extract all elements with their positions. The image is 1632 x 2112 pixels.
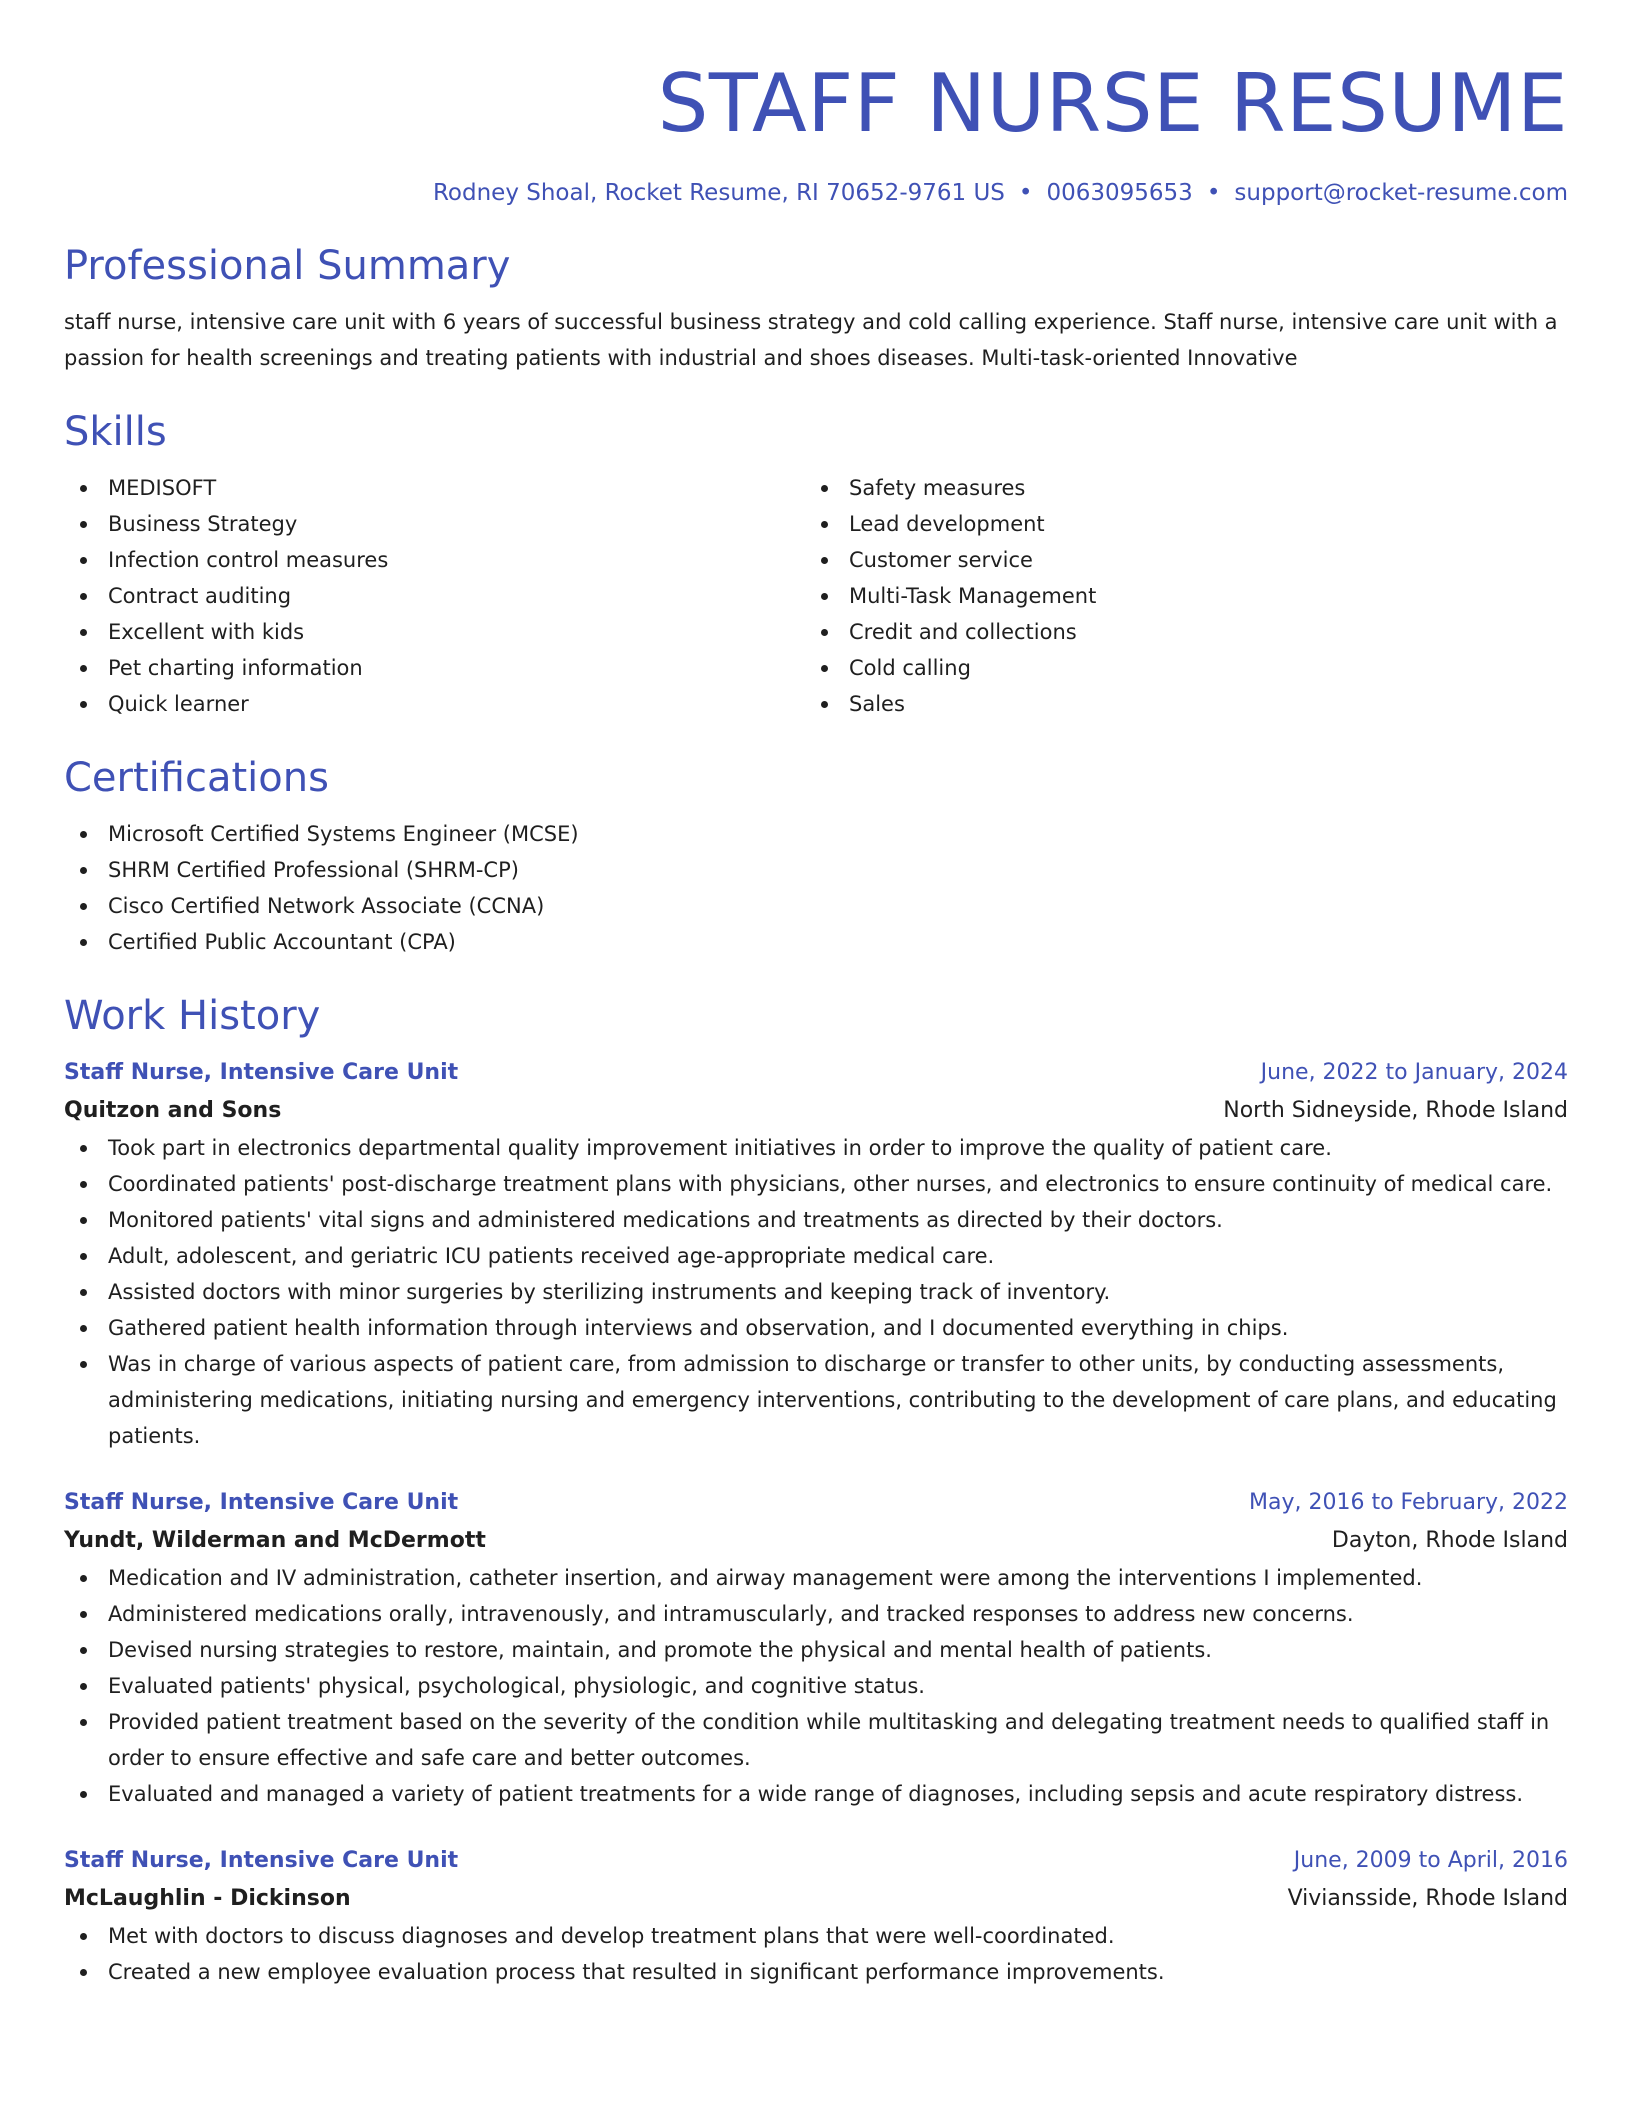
duty-item (64, 1346, 1568, 1454)
skill-item (805, 542, 1546, 578)
work-history-section (64, 990, 1568, 1990)
job-company: Yundt, Wilderman and McDermott (64, 1528, 486, 1553)
job-title-row (64, 1484, 1568, 1522)
resume-title: STAFF NURSE RESUME (657, 57, 1568, 150)
skill-item (64, 578, 805, 614)
bullet-icon (80, 1289, 87, 1296)
job-company-row (64, 1522, 1568, 1560)
job-title: Staff Nurse, Intensive Care Unit (64, 1490, 459, 1515)
job-duties-list (64, 1918, 1568, 1990)
duty-text: Devised nursing strategies to restore, maintain, and promote the physical and mental health of patients. (108, 1638, 1212, 1662)
certifications-section (64, 752, 1568, 960)
duty-text: Was in charge of various aspects of patient care, from admission to discharge or transfer to other units, by conducting assessments, administering medications, initiating nursing and emergency interventions, contributing to the development of care plans, and educating patients. (108, 1352, 1557, 1448)
job-duties-list (64, 1130, 1568, 1454)
job-location: North Sidneyside, Rhode Island (1223, 1098, 1568, 1123)
duty-item (64, 1776, 1568, 1812)
bullet-icon (80, 521, 87, 528)
skill-item (805, 650, 1546, 686)
bullet-icon (80, 1325, 87, 1332)
certifications-list (64, 816, 1568, 960)
skills-columns (64, 470, 1568, 722)
duty-item (64, 1704, 1568, 1776)
contact-info (64, 176, 1568, 210)
skill-item (64, 506, 805, 542)
bullet-icon (80, 665, 87, 672)
bullet-icon (80, 1683, 87, 1690)
skill-label: MEDISOFT (108, 476, 217, 500)
bullet-icon (80, 1181, 87, 1188)
bullet-icon (80, 1647, 87, 1654)
skill-item (805, 578, 1546, 614)
skill-label: Pet charting information (108, 656, 363, 680)
skill-label: Safety measures (849, 476, 1026, 500)
skill-item (805, 686, 1546, 722)
duty-text: Adult, adolescent, and geriatric ICU patients received age-appropriate medical care. (108, 1244, 995, 1268)
duty-item (64, 1668, 1568, 1704)
contact-email: support@rocket-resume.com (1234, 180, 1568, 206)
job-company-row (64, 1092, 1568, 1130)
skills-column-left (64, 470, 805, 722)
skill-item (805, 470, 1546, 506)
summary-section (64, 240, 1568, 376)
bullet-icon (821, 665, 828, 672)
duty-text: Medication and IV administration, catheter insertion, and airway management were among the interventions I implemented. (108, 1566, 1423, 1590)
bullet-icon (80, 1933, 87, 1940)
certification-label: Certified Public Accountant (CPA) (108, 930, 456, 954)
duty-item (64, 1632, 1568, 1668)
bullet-icon (80, 1253, 87, 1260)
bullet-icon (821, 593, 828, 600)
skill-label: Lead development (849, 512, 1045, 536)
job-location: Viviansside, Rhode Island (1287, 1886, 1568, 1911)
duty-item (64, 1560, 1568, 1596)
job-dates: June, 2009 to April, 2016 (1293, 1848, 1568, 1873)
duty-item (64, 1166, 1568, 1202)
skills-heading: Skills (64, 409, 167, 455)
bullet-icon (80, 939, 87, 946)
job-entry (64, 1484, 1568, 1812)
skill-label: Infection control measures (108, 548, 389, 572)
bullet-icon (821, 557, 828, 564)
job-dates: June, 2022 to January, 2024 (1260, 1060, 1568, 1085)
job-entry (64, 1054, 1568, 1454)
summary-text: staff nurse, intensive care unit with 6 years of successful business strategy and cold calling experience. Staff nurse, intensive care unit with a passion for health screenings and treating patients with industrial and shoes diseases. Multi-task-oriented Innovative (64, 310, 1558, 370)
bullet-icon (80, 557, 87, 564)
job-company-row (64, 1880, 1568, 1918)
bullet-icon (80, 903, 87, 910)
job-company: Quitzon and Sons (64, 1098, 282, 1123)
duty-text: Evaluated and managed a variety of patient treatments for a wide range of diagnoses, including sepsis and acute respiratory distress. (108, 1782, 1524, 1806)
duty-item (64, 1274, 1568, 1310)
job-title: Staff Nurse, Intensive Care Unit (64, 1060, 459, 1085)
certification-label: SHRM Certified Professional (SHRM-CP) (108, 858, 519, 882)
job-location: Dayton, Rhode Island (1331, 1528, 1568, 1553)
bullet-icon (80, 1145, 87, 1152)
skill-label: Contract auditing (108, 584, 292, 608)
job-dates: May, 2016 to February, 2022 (1249, 1490, 1568, 1515)
duty-text: Provided patient treatment based on the severity of the condition while multitasking and delegating treatment needs to qualified staff in order to ensure effective and safe care and better outcomes. (108, 1710, 1550, 1770)
bullet-icon (80, 1969, 87, 1976)
contact-separator: • (1206, 180, 1221, 206)
skill-item (805, 614, 1546, 650)
duty-item (64, 1130, 1568, 1166)
skill-item (64, 470, 805, 506)
skill-item (64, 542, 805, 578)
duty-text: Created a new employee evaluation process that resulted in significant performance improvements. (108, 1960, 1165, 1984)
bullet-icon (80, 831, 87, 838)
bullet-icon (80, 1791, 87, 1798)
certification-item (64, 852, 1568, 888)
bullet-icon (80, 701, 87, 708)
certification-label: Cisco Certified Network Associate (CCNA) (108, 894, 545, 918)
skill-item (64, 650, 805, 686)
bullet-icon (821, 485, 828, 492)
resume-page (64, 0, 1568, 1990)
duty-text: Assisted doctors with minor surgeries by sterilizing instruments and keeping track of inventory. (108, 1280, 1111, 1304)
skill-label: Quick learner (108, 692, 249, 716)
duty-text: Monitored patients' vital signs and administered medications and treatments as directed by their doctors. (108, 1208, 1223, 1232)
skill-item (64, 686, 805, 722)
certification-item (64, 924, 1568, 960)
skills-list-left (64, 470, 805, 722)
skill-label: Customer service (849, 548, 1033, 572)
certifications-heading: Certifications (64, 755, 329, 801)
job-title: Staff Nurse, Intensive Care Unit (64, 1848, 459, 1873)
bullet-icon (80, 867, 87, 874)
contact-address: Rodney Shoal, Rocket Resume, RI 70652-9761 US (432, 180, 1005, 206)
skill-item (64, 614, 805, 650)
bullet-icon (80, 629, 87, 636)
bullet-icon (80, 1611, 87, 1618)
skill-label: Cold calling (849, 656, 971, 680)
duty-item (64, 1202, 1568, 1238)
skill-item (805, 506, 1546, 542)
bullet-icon (80, 1719, 87, 1726)
bullet-icon (80, 1575, 87, 1582)
duty-text: Evaluated patients' physical, psychological, physiologic, and cognitive status. (108, 1674, 925, 1698)
job-title-row (64, 1842, 1568, 1880)
job-duties-list (64, 1560, 1568, 1812)
duty-text: Administered medications orally, intravenously, and intramuscularly, and tracked responses to address new concerns. (108, 1602, 1354, 1626)
duty-item (64, 1954, 1568, 1990)
duty-item (64, 1918, 1568, 1954)
work-history-heading: Work History (64, 993, 321, 1039)
summary-heading: Professional Summary (64, 243, 511, 289)
duty-text: Met with doctors to discuss diagnoses and develop treatment plans that were well-coordinated. (108, 1924, 1115, 1948)
job-company: McLaughlin - Dickinson (64, 1886, 351, 1911)
skills-column-right (805, 470, 1546, 722)
bullet-icon (80, 1361, 87, 1368)
skills-section (64, 406, 1568, 722)
duty-item (64, 1310, 1568, 1346)
job-title-row (64, 1054, 1568, 1092)
contact-phone: 0063095653 (1046, 180, 1193, 206)
skill-label: Excellent with kids (108, 620, 305, 644)
duty-text: Took part in electronics departmental quality improvement initiatives in order to improve the quality of patient care. (108, 1136, 1332, 1160)
contact-separator: • (1018, 180, 1033, 206)
duty-text: Coordinated patients' post-discharge treatment plans with physicians, other nurses, and electronics to ensure continuity of medical care. (108, 1172, 1553, 1196)
skills-list-right (805, 470, 1546, 722)
bullet-icon (821, 701, 828, 708)
resume-header (64, 0, 1568, 210)
bullet-icon (80, 593, 87, 600)
skill-label: Business Strategy (108, 512, 298, 536)
skill-label: Sales (849, 692, 905, 716)
duty-item (64, 1596, 1568, 1632)
bullet-icon (821, 521, 828, 528)
job-entry (64, 1842, 1568, 1990)
duty-item (64, 1238, 1568, 1274)
bullet-icon (80, 1217, 87, 1224)
skill-label: Credit and collections (849, 620, 1077, 644)
skill-label: Multi-Task Management (849, 584, 1097, 608)
certification-label: Microsoft Certified Systems Engineer (MCSE) (108, 822, 579, 846)
duty-text: Gathered patient health information through interviews and observation, and I documented everything in chips. (108, 1316, 1289, 1340)
certification-item (64, 888, 1568, 924)
certification-item (64, 816, 1568, 852)
bullet-icon (821, 629, 828, 636)
bullet-icon (80, 485, 87, 492)
